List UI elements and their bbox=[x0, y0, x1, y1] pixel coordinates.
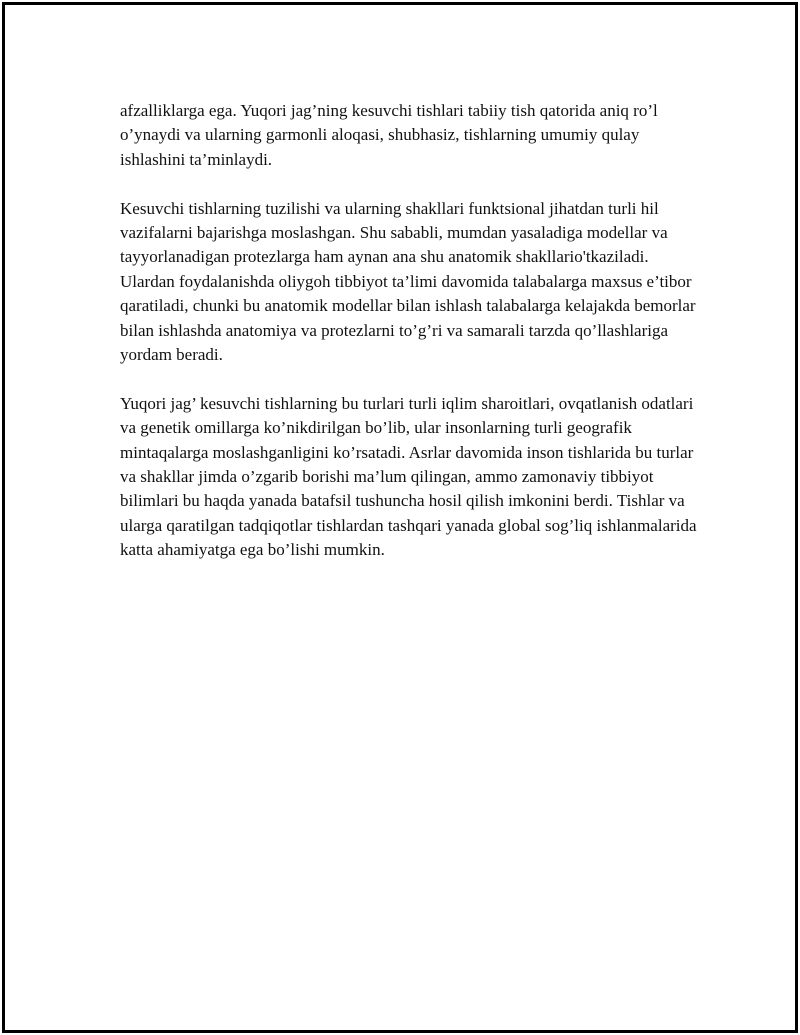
document-body bbox=[120, 99, 700, 587]
paragraph-3: Yuqori jag’ kesuvchi tishlarning bu turlari turli iqlim sharoitlari, ovqatlanish odatlari va genetik omillarga ko’nikdirilgan bo’lib, ular insonlarning turli geografik mintaqalarga moslashganligini ko’rsatadi. Asrlar davomida inson tishlarida bu turlar va shakllar jimda o’zgarib borishi ma’lum qilingan, ammo zamonaviy tibbiyot bilimlari bu haqda yanada batafsil tushuncha hosil qilish imkonini berdi. Tishlar va ularga qaratilgan tadqiqotlar tishlardan tashqari yanada global sog’liq ishlanmalarida katta ahamiyatga ega bo’lishi mumkin. bbox=[120, 393, 697, 560]
paragraph-1: afzalliklarga ega. Yuqori jag’ning kesuvchi tishlari tabiiy tish qatorida aniq ro’l o’ynaydi va ularning garmonli aloqasi, shubhasiz, tishlarning umumiy qulay ishlashini ta’minlaydi. bbox=[120, 101, 658, 169]
paragraph-2: Kesuvchi tishlarning tuzilishi va ularning shakllari funktsional jihatdan turli hil vazifalarni bajarishga moslashgan. Shu sababli, mumdan yasaladiga modellar va tayyorlanadigan protezlarga ham aynan ana shu anatomik shakllario'tkaziladi. Ulardan foydalanishda oliygoh tibbiyot ta’limi davomida talabalarga maxsus e’tibor qaratiladi, chunki bu anatomik modellar bilan ishlash talabalarga kelajakda bemorlar bilan ishlashda anatomiya va protezlarni to’g’ri va samarali tarzda qo’llashlariga yordam beradi. bbox=[120, 198, 696, 365]
page-frame bbox=[2, 2, 798, 1033]
